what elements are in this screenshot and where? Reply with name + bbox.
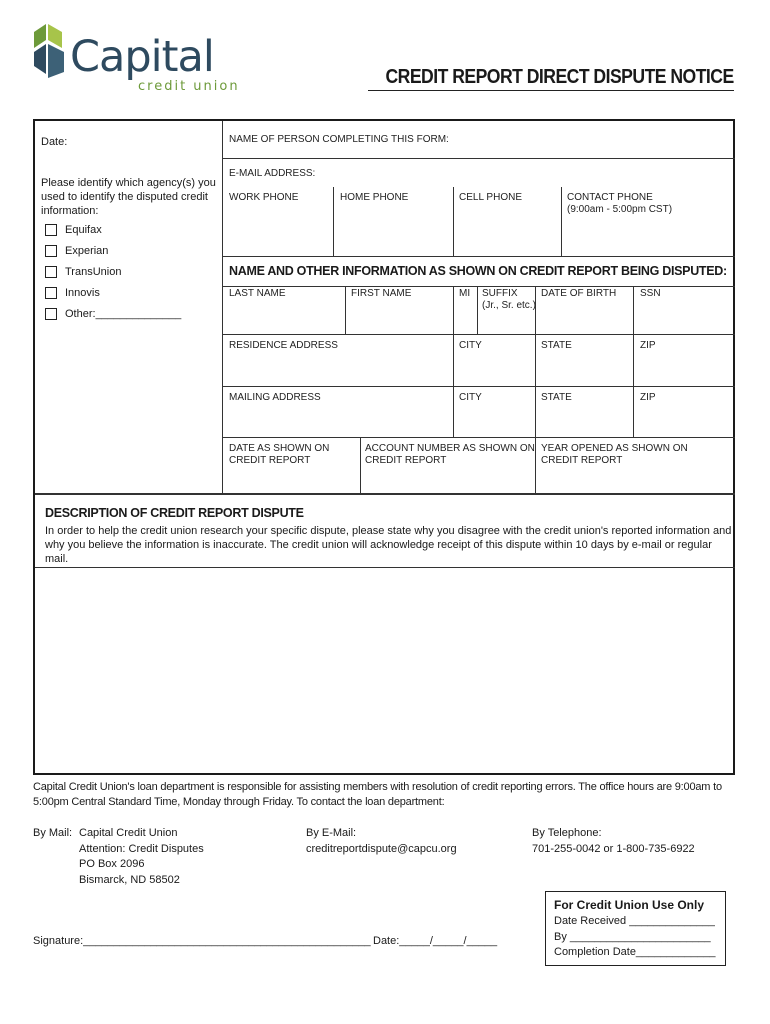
agency-option-transunion[interactable] [45, 265, 121, 279]
account-number-field[interactable]: ACCOUNT NUMBER AS SHOWN ON [365, 443, 535, 454]
logo-subtitle: credit union [138, 79, 240, 94]
email-link[interactable]: creditreportdispute@capcu.org [306, 842, 457, 855]
description-heading: DESCRIPTION OF CREDIT REPORT DISPUTE [45, 506, 304, 520]
work-phone-field[interactable]: WORK PHONE [229, 192, 299, 203]
account-number-field-line2: CREDIT REPORT [365, 455, 447, 466]
loan-department-info: Capital Credit Union's loan department is responsible for assisting members with resolution of credit reporting errors. The office hours are 9:00am to 5:00pm Central Standard Time, Monday through Friday. To contact the loan department: [33, 781, 722, 808]
mailing-city-field[interactable]: CITY [459, 392, 482, 403]
mail-line: Capital Credit Union [79, 827, 178, 839]
checkbox[interactable] [45, 245, 57, 257]
suffix-hint: (Jr., Sr. etc.) [482, 300, 536, 311]
name-completing-field[interactable]: NAME OF PERSON COMPLETING THIS FORM: [229, 134, 449, 145]
mail-line: PO Box 2096 [79, 858, 145, 870]
description-instructions: In order to help the credit union research your specific dispute, please state why you disagree with the credit union's reported information and why you believe the information is inaccurate. The credit union will acknowledge receipt of this dispute within 10 days by e-mail or regular mail. [45, 525, 732, 565]
year-opened-field-line2: CREDIT REPORT [541, 455, 623, 466]
office-use-title: For Credit Union Use Only [554, 898, 705, 912]
capital-credit-union-logo [32, 18, 252, 98]
mailing-address-block [79, 826, 204, 888]
telephone-contact [532, 826, 695, 857]
agency-option-other[interactable] [45, 307, 181, 321]
by-line: By _______________________ [554, 931, 711, 943]
contact-phone-field[interactable]: CONTACT PHONE [567, 192, 653, 203]
page-title: CREDIT REPORT DIRECT DISPUTE NOTICE [385, 66, 734, 88]
email-field[interactable]: E-MAIL ADDRESS: [229, 168, 316, 179]
agency-option-experian[interactable] [45, 244, 108, 258]
agency-label: Experian [65, 245, 109, 257]
telephone-numbers: 701-255-0042 or 1-800-735-6922 [532, 842, 695, 855]
checkbox[interactable] [45, 266, 57, 278]
by-email-label: By E-Mail: [306, 827, 357, 839]
date-shown-field-line2: CREDIT REPORT [229, 455, 311, 466]
home-phone-field[interactable]: HOME PHONE [340, 192, 409, 203]
mail-line: Attention: Credit Disputes [79, 842, 204, 855]
mailing-zip-field[interactable]: ZIP [640, 392, 656, 403]
mi-field[interactable]: MI [459, 288, 471, 299]
agency-option-equifax[interactable] [45, 223, 102, 237]
agency-option-innovis[interactable] [45, 286, 100, 300]
date-of-birth-field[interactable]: DATE OF BIRTH [541, 288, 617, 299]
signature-date-line[interactable]: Date:_____/_____/_____ [373, 935, 498, 947]
email-contact [306, 826, 457, 857]
suffix-field[interactable]: SUFFIX [482, 288, 518, 299]
ssn-field[interactable]: SSN [640, 288, 661, 299]
date-received-line: Date Received ______________ [554, 915, 715, 927]
office-use-box [545, 891, 726, 966]
disputed-info-heading: NAME AND OTHER INFORMATION AS SHOWN ON CREDIT REPORT BEING DISPUTED: [229, 264, 727, 278]
year-opened-field[interactable]: YEAR OPENED AS SHOWN ON [541, 443, 688, 454]
residence-zip-field[interactable]: ZIP [640, 340, 656, 351]
by-mail-label: By Mail: [33, 827, 73, 839]
date-shown-field[interactable]: DATE AS SHOWN ON [229, 443, 330, 454]
cell-phone-field[interactable]: CELL PHONE [459, 192, 522, 203]
agency-label: Innovis [65, 287, 100, 299]
logo-mark-icon [32, 22, 70, 80]
dispute-form [33, 119, 735, 775]
mailing-address-field[interactable]: MAILING ADDRESS [229, 392, 321, 403]
checkbox[interactable] [45, 287, 57, 299]
by-telephone-label: By Telephone: [532, 827, 602, 839]
title-underline [368, 90, 734, 91]
contact-hours-note: (9:00am - 5:00pm CST) [567, 204, 673, 215]
completion-date-line: Completion Date_____________ [554, 946, 716, 958]
agency-question: Please identify which agency(s) you used to identify the disputed credit information: [41, 177, 216, 217]
signature-line[interactable]: Signature:_______________________________________________ [33, 935, 371, 947]
residence-city-field[interactable]: CITY [459, 340, 482, 351]
mailing-state-field[interactable]: STATE [541, 392, 572, 403]
date-label: Date: [41, 136, 68, 148]
last-name-field[interactable]: LAST NAME [229, 288, 286, 299]
residence-address-field[interactable]: RESIDENCE ADDRESS [229, 340, 338, 351]
logo-wordmark: Capital [70, 32, 214, 82]
dispute-description-area[interactable] [37, 570, 733, 770]
mail-line: Bismarck, ND 58502 [79, 873, 180, 886]
checkbox[interactable] [45, 224, 57, 236]
agency-label: TransUnion [65, 266, 122, 278]
first-name-field[interactable]: FIRST NAME [351, 288, 412, 299]
agency-label: Equifax [65, 224, 102, 236]
checkbox[interactable] [45, 308, 57, 320]
residence-state-field[interactable]: STATE [541, 340, 572, 351]
agency-label: Other:______________ [65, 308, 182, 320]
